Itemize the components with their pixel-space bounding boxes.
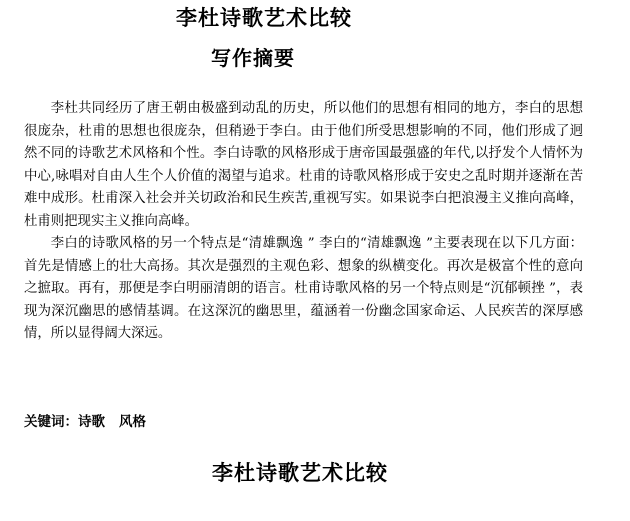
abstract-paragraph-1: 李杜共同经历了唐王朝由极盛到动乱的历史，所以他们的思想有相同的地方，李白的思想很庞杂，杜甫的思想也很庞杂，但稍逊于李白。由于他们所受思想影响的不同，他们形成了迥然不同的诗歌艺术风格和个性。李白诗歌的风格形成于唐帝国最强盛的年代,以抒发个人情怀为中心,咏唱对自由人生个人价值的渴望与追求。杜甫的诗歌风格形成于安史之乱时期并逐渐在苦难中成形。杜甫深入社会并关切政治和民生疾苦,重视写实。如果说李白把浪漫主义推向高峰，杜甫则把现实主义推向高峰。 [24,101,583,229]
keyword-item: 风格 [119,414,146,430]
abstract-paragraph-2: 李白的诗歌风格的另一个特点是“清雄飘逸 ” 李白的“清雄飘逸 ”主要表现在以下几方面：首先是情感上的壮大高扬。其次是强烈的主观色彩、想象的纵横变化。再次是极富个性的意向之摭取。再有，那便是李白明丽清朗的语言。杜甫诗歌风格的另一个特点则是“沉郁顿挫 ”，表现为深沉幽思的感情基调。在这深沉的幽思里，蕴涵着一份幽念国家命运、人民疾苦的深厚感情，所以显得阔大深远。 [24,236,583,341]
next-page-title: 李杜诗歌艺术比较 [212,460,388,485]
keywords-line [24,412,146,432]
abstract-heading: 写作摘要 [211,46,295,70]
document-title: 李杜诗歌艺术比较 [176,5,352,30]
abstract-body [24,98,583,346]
keywords-label: 关键词： [24,414,78,430]
keyword-item: 诗歌 [78,414,105,430]
